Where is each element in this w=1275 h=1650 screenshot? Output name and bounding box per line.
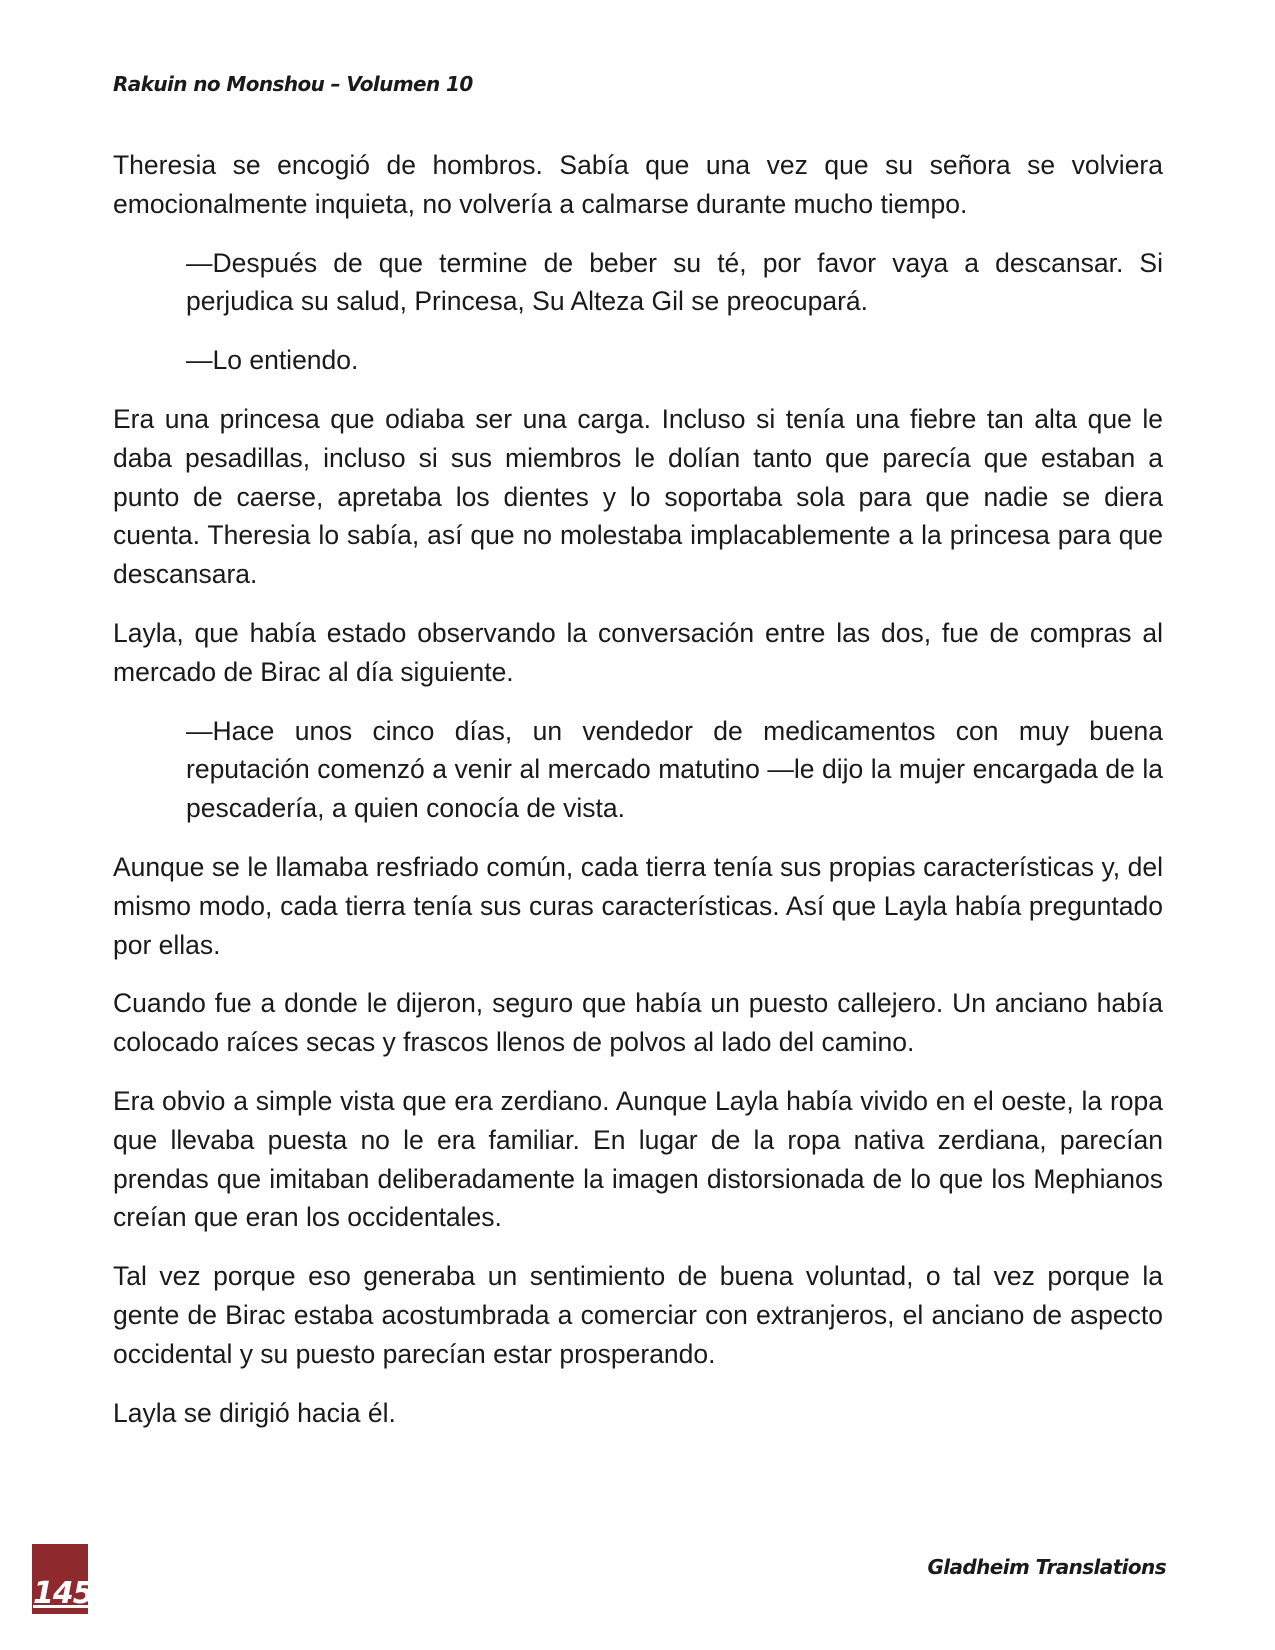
paragraph-1: Theresia se encogió de hombros. Sabía que una vez que su señora se volviera emocionalmente inquieta, no volvería a calmarse durante mucho tiempo. xyxy=(113,150,1163,219)
paragraph-4: Era una princesa que odiaba ser una carga. Incluso si tenía una fiebre tan alta que le daba pesadillas, incluso si sus miembros le dolían tanto que parecía que estaban a punto de caerse, apretaba los dientes y lo soportaba sola para que nadie se diera cuenta. Theresia lo sabía, así que no molestaba implacablemente a la princesa para que descansara. xyxy=(113,403,1163,590)
paragraph-8: Cuando fue a donde le dijeron, seguro que había un puesto callejero. Un anciano había colocado raíces secas y frascos llenos de polvos al lado del camino. xyxy=(113,988,1163,1058)
dialogue-paragraph-6: —Hace unos cinco días, un vendedor de medicamentos con muy buena reputación comenzó a venir al mercado matutino —le dijo la mujer encargada de la pescadería, a quien conocía de vista. xyxy=(186,715,1163,824)
footer-credit: Gladheim Translations xyxy=(927,1555,1166,1579)
page-number: 145 xyxy=(33,1576,93,1611)
paragraph-7: Aunque se le llamaba resfriado común, cada tierra tenía sus propias características y, del mismo modo, cada tierra tenía sus curas características. Así que Layla había preguntado por ellas. xyxy=(113,851,1163,960)
paragraph-10: Tal vez porque eso generaba un sentimiento de buena voluntad, o tal vez porque la gente de Birac estaba acostumbrada a comerciar con extranjeros, el anciano de aspecto occidental y su puesto parecían estar prosperando. xyxy=(113,1261,1163,1369)
paragraph-11: Layla se dirigió hacia él. xyxy=(113,1397,396,1428)
dialogue-paragraph-2: —Después de que termine de beber su té, por favor vaya a descansar. Si perjudica su salud, Princesa, Su Alteza Gil se preocupará. xyxy=(186,247,1163,317)
dialogue-paragraph-3: —Lo entiendo. xyxy=(186,345,359,376)
paragraph-9: Era obvio a simple vista que era zerdiano. Aunque Layla había vivido en el oeste, la ropa que llevaba puesta no le era familiar. En lugar de la ropa nativa zerdiana, parecían prendas que imitaban deliberadamente la imagen distorsionada de lo que los Mephianos creían que eran los occidentales. xyxy=(113,1085,1163,1233)
body-text xyxy=(113,146,1163,1452)
paragraph-5: Layla, que había estado observando la conversación entre las dos, fue de compras al mercado de Birac al día siguiente. xyxy=(113,617,1163,687)
running-header-title: Rakuin no Monshou – Volumen 10 xyxy=(113,72,473,96)
